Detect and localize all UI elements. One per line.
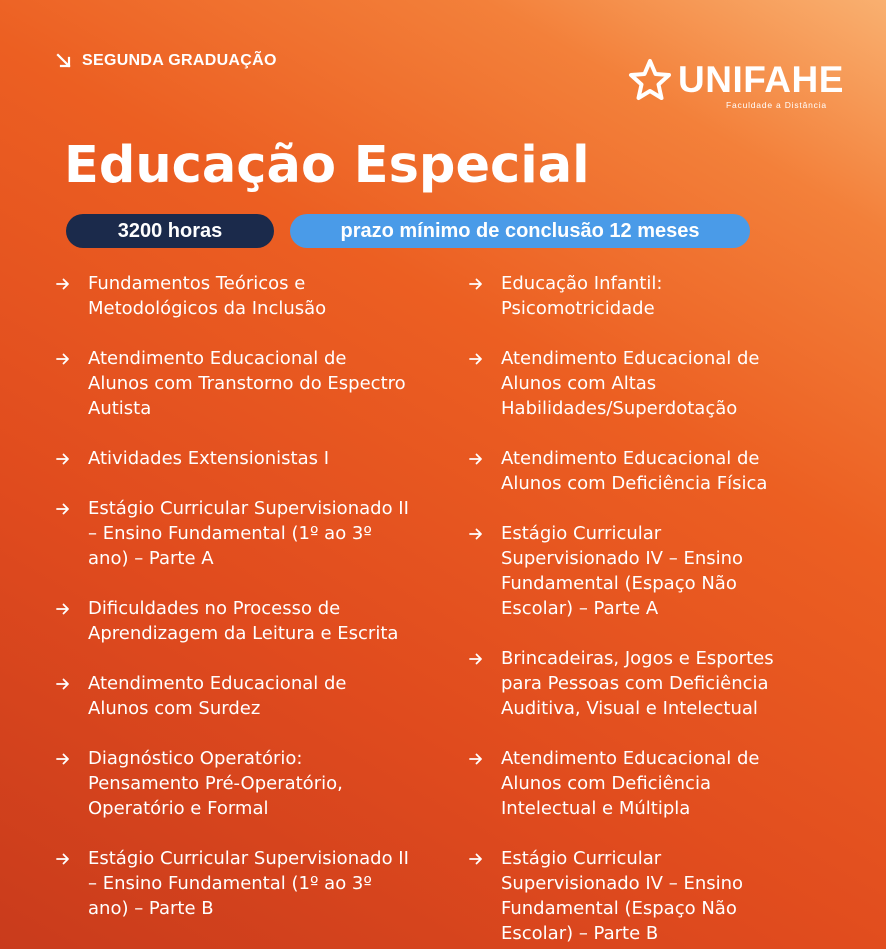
subject-item [469,846,839,946]
arrow-right-icon [56,671,88,696]
arrow-right-icon [56,446,88,471]
arrow-right-icon [56,746,88,771]
section-tag-label: SEGUNDA GRADUAÇÃO [82,52,277,69]
subjects-list-right [469,271,839,946]
arrow-right-icon [56,496,88,521]
arrow-right-icon [469,846,501,871]
course-title: Educação Especial [64,136,590,195]
subject-name: Atendimento Educacional de Alunos com Transtorno do Espectro Autista [88,348,406,419]
arrow-right-icon [469,271,501,296]
subject-item [56,271,426,321]
section-tag [56,52,277,70]
subject-item [469,271,839,321]
subject-item [56,596,426,646]
arrow-right-icon [469,646,501,671]
arrow-right-icon [56,346,88,371]
subject-name: Estágio Curricular Supervisionado II – Ensino Fundamental (1º ao 3º ano) – Parte B [88,848,409,919]
arrow-right-icon [469,346,501,371]
subject-name: Brincadeiras, Jogos e Esportes para Pessoas com Deficiência Auditiva, Visual e Intelectual [501,648,774,719]
arrow-right-icon [56,596,88,621]
arrow-right-icon [469,446,501,471]
subject-name: Fundamentos Teóricos e Metodológicos da Inclusão [88,273,327,319]
subject-name: Estágio Curricular Supervisionado IV – Ensino Fundamental (Espaço Não Escolar) – Parte A [501,523,744,619]
subject-item [56,346,426,421]
subject-name: Atendimento Educacional de Alunos com Deficiência Intelectual e Múltipla [501,748,760,819]
subject-name: Estágio Curricular Supervisionado II – Ensino Fundamental (1º ao 3º ano) – Parte A [88,498,409,569]
subject-name: Atendimento Educacional de Alunos com Deficiência Física [501,448,768,494]
subject-name: Educação Infantil: Psicomotricidade [501,273,663,319]
subject-name: Atendimento Educacional de Alunos com Altas Habilidades/Superdotação [501,348,760,419]
subject-item [56,746,426,821]
subject-item [469,646,839,721]
subject-item [56,446,426,471]
subject-name: Atendimento Educacional de Alunos com Surdez [88,673,347,719]
subject-name: Estágio Curricular Supervisionado IV – Ensino Fundamental (Espaço Não Escolar) – Parte B [501,848,744,944]
subject-item [469,521,839,621]
subject-item [469,746,839,821]
arrow-right-icon [469,746,501,771]
arrow-right-icon [469,521,501,546]
arrow-right-icon [56,271,88,296]
hours-badge: 3200 horas [66,214,274,248]
subject-name: Diagnóstico Operatório: Pensamento Pré-Operatório, Operatório e Formal [88,748,343,819]
logo-name: UNIFAHE [678,59,844,100]
deadline-badge: prazo mínimo de conclusão 12 meses [290,214,750,248]
subject-item [56,496,426,571]
star-outline-icon [628,58,672,102]
subject-item [469,346,839,421]
subject-name: Atividades Extensionistas I [88,448,330,469]
unifahe-logo [628,58,844,112]
subject-item [469,446,839,496]
arrow-down-right-icon [56,53,72,69]
subject-name: Dificuldades no Processo de Aprendizagem da Leitura e Escrita [88,598,399,644]
subjects-list-left [56,271,426,921]
subject-item [56,846,426,921]
logo-subtitle: Faculdade a Distância [726,100,827,110]
subject-item [56,671,426,721]
arrow-right-icon [56,846,88,871]
